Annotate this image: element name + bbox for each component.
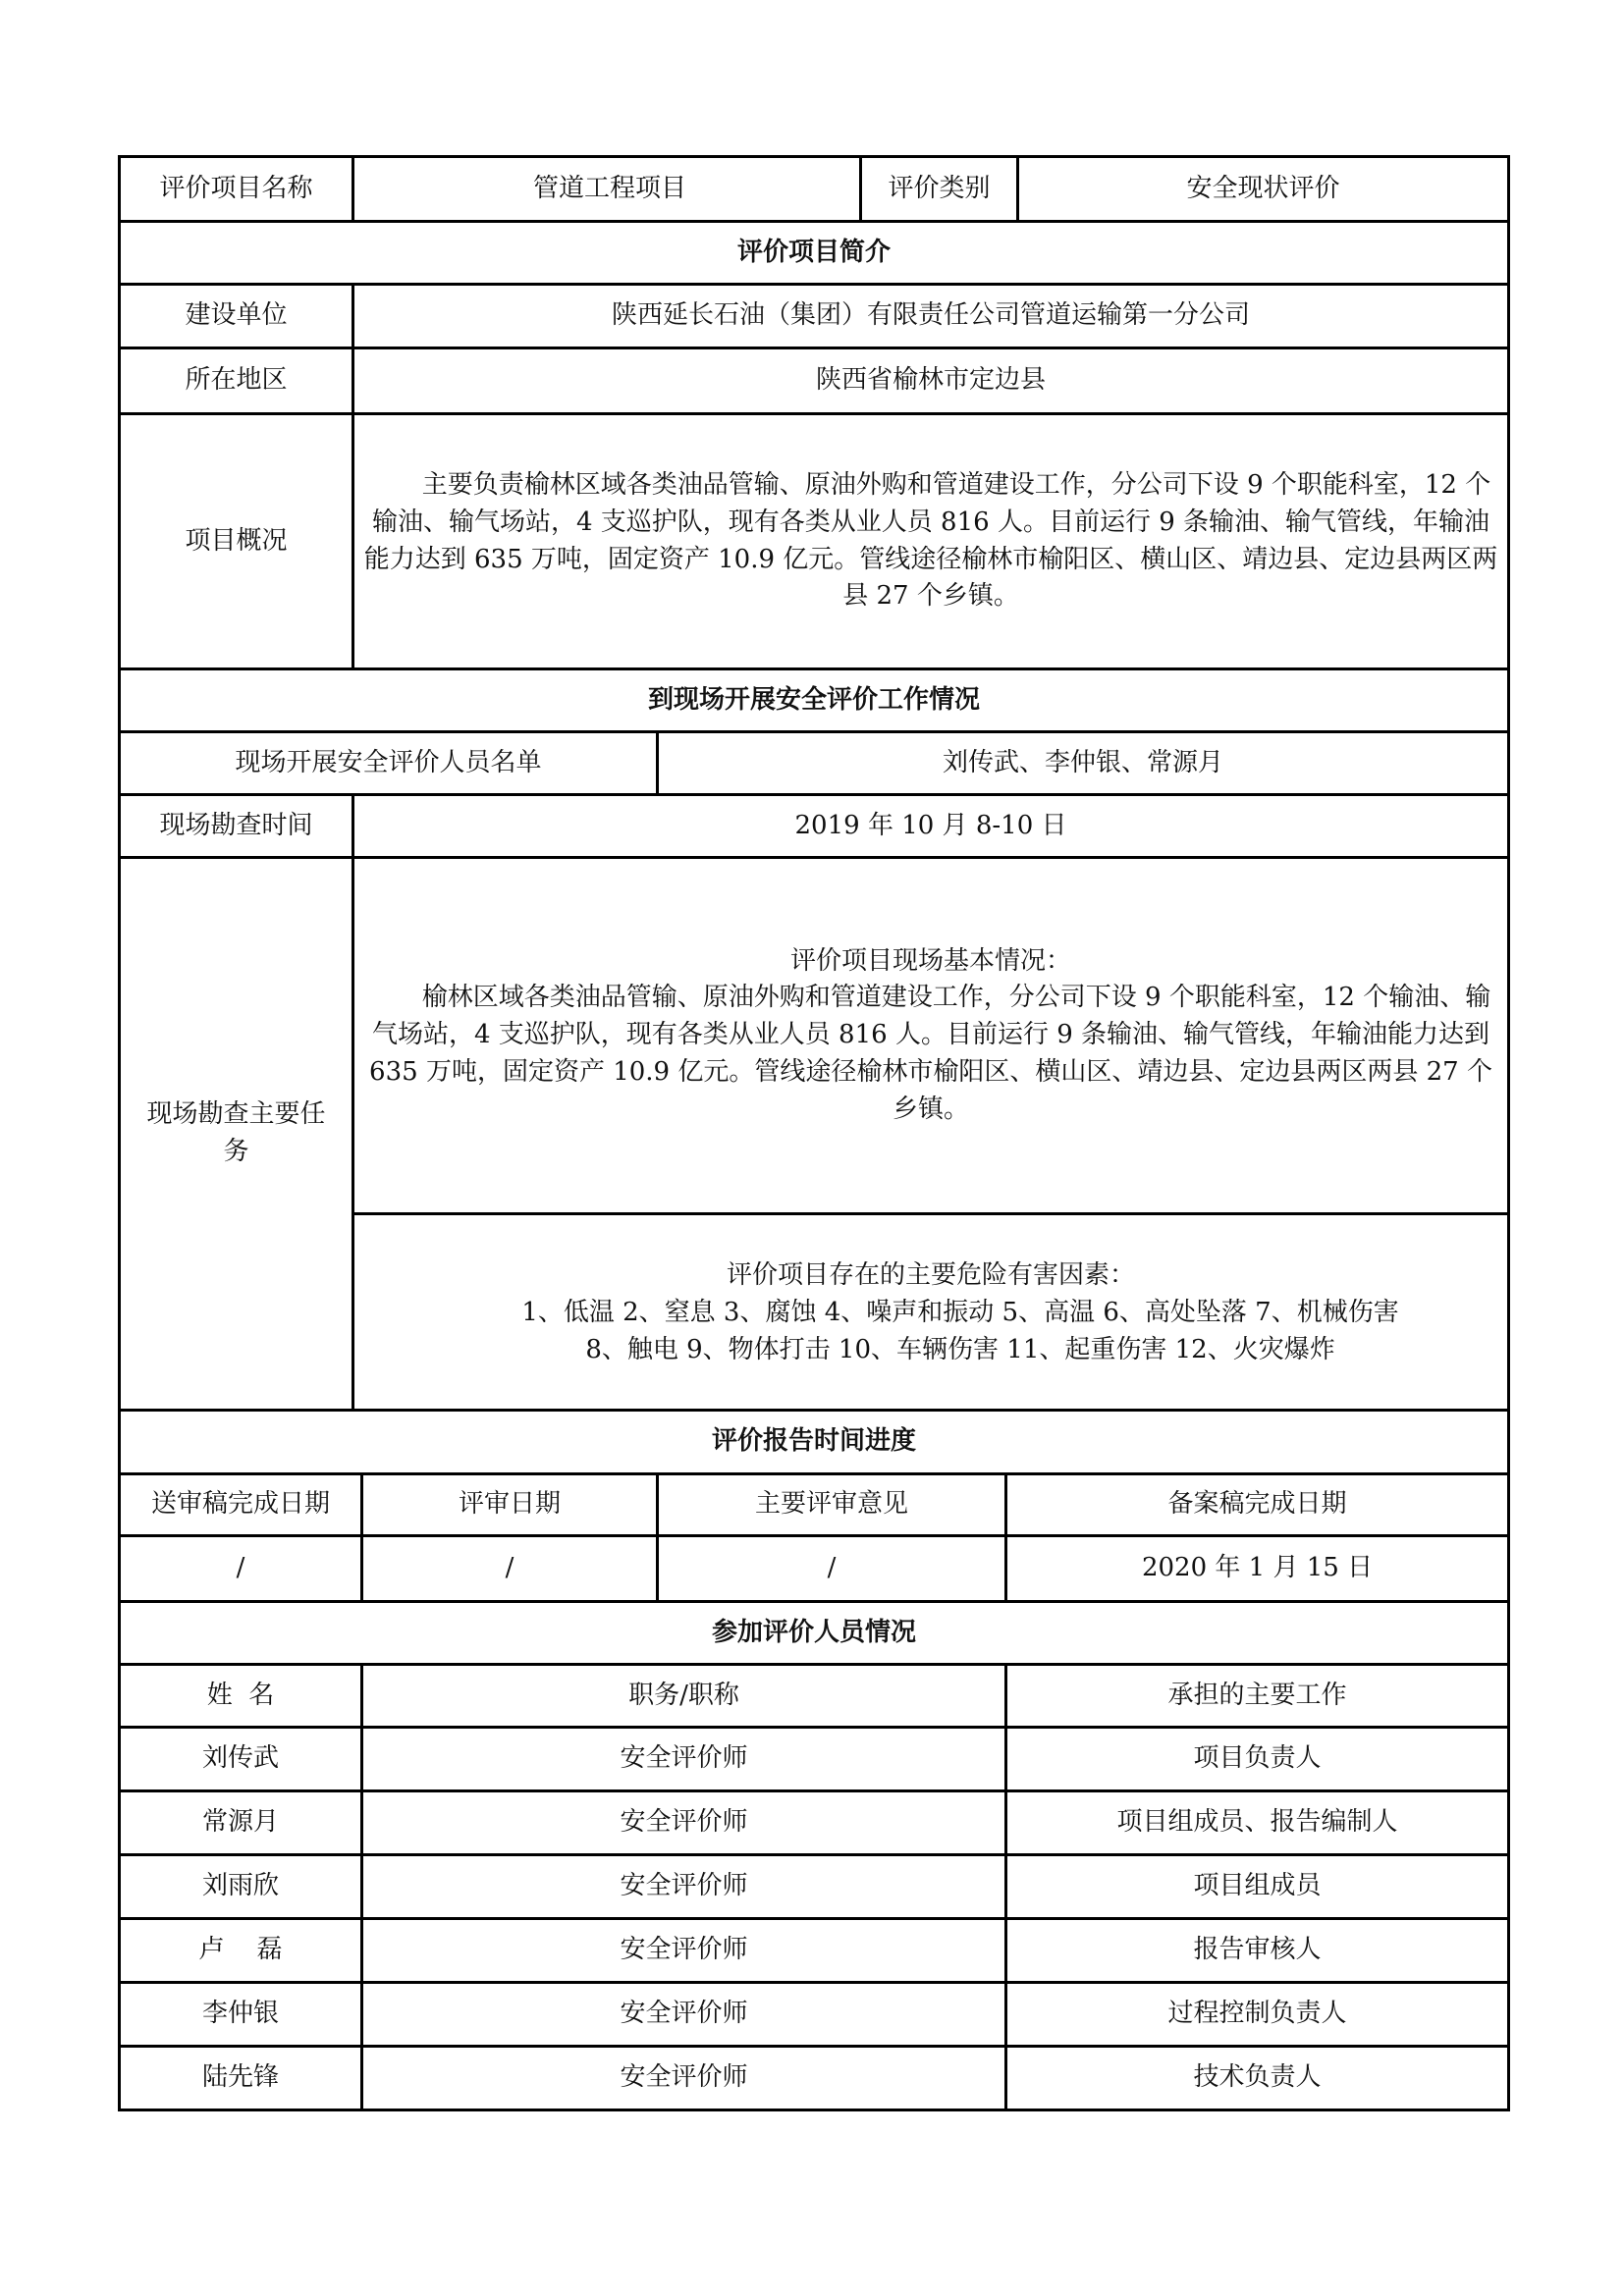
person-title: 安全评价师: [362, 1728, 1006, 1791]
overview-text: 主要负责榆林区域各类油品管输、原油外购和管道建设工作，分公司下设 9 个职能科室，12 个输油、输气场站，4 支巡护队，现有各类从业人员 816 人。目前运行 9 条输油、输气管线，年输油能力达到 635 万吨，固定资产 10.9 亿元。管线途径榆林市榆阳区、横山区、靖边县、定边县两区两县 27 个乡镇。: [363, 470, 1498, 612]
onsite-basic-row: [120, 858, 1509, 1214]
onsite-title: 到现场开展安全评价工作情况: [120, 669, 1509, 732]
schedule-review-date: /: [362, 1536, 658, 1602]
schedule-header-review-date: 评审日期: [362, 1474, 658, 1536]
person-title: 安全评价师: [362, 1791, 1006, 1855]
person-role: 过程控制负责人: [1006, 1983, 1509, 2047]
hazards-line-2: 8、触电 9、物体打击 10、车辆伤害 11、起重伤害 12、火灾爆炸: [585, 1334, 1335, 1364]
personnel-row: [120, 1983, 1509, 2047]
person-role: 技术负责人: [1006, 2047, 1509, 2110]
builder-row: [120, 285, 1509, 348]
onsite-tasks-label: 现场勘查主要任务: [120, 858, 353, 1411]
person-role: 项目组成员、报告编制人: [1006, 1791, 1509, 1855]
category-value: 安全现状评价: [1018, 157, 1509, 222]
builder-value: 陕西延长石油（集团）有限责任公司管道运输第一分公司: [353, 285, 1509, 348]
personnel-row: [120, 1791, 1509, 1855]
person-title: 安全评价师: [362, 1983, 1006, 2047]
personnel-section-header: [120, 1602, 1509, 1665]
person-name: 卢 磊: [120, 1919, 362, 1983]
personnel-row: [120, 1728, 1509, 1791]
region-row: [120, 348, 1509, 414]
schedule-header-filing-date: 备案稿完成日期: [1006, 1474, 1509, 1536]
region-label: 所在地区: [120, 348, 353, 414]
person-title: 安全评价师: [362, 2047, 1006, 2110]
personnel-header-row: [120, 1665, 1509, 1728]
schedule-title: 评价报告时间进度: [120, 1411, 1509, 1474]
onsite-basic-heading: 评价项目现场基本情况：: [790, 945, 1072, 976]
onsite-time-value: 2019 年 10 月 8-10 日: [353, 795, 1509, 858]
personnel-row: [120, 2047, 1509, 2110]
schedule-value-row: [120, 1536, 1509, 1602]
onsite-staff-label: 现场开展安全评价人员名单: [120, 732, 658, 795]
personnel-header-role: 承担的主要工作: [1006, 1665, 1509, 1728]
personnel-header-name: 姓 名: [120, 1665, 362, 1728]
onsite-time-label: 现场勘查时间: [120, 795, 353, 858]
onsite-basic-text: 榆林区域各类油品管输、原油外购和管道建设工作，分公司下设 9 个职能科室，12 个输油、输气场站，4 支巡护队，现有各类从业人员 816 人。目前运行 9 条输油、输气管线，年输油能力达到 635 万吨，固定资产 10.9 亿元。管线途径榆林市榆阳区、横山区、靖边县、定边县两区两县 27 个乡镇。: [369, 983, 1492, 1124]
schedule-header-submit-date: 送审稿完成日期: [120, 1474, 362, 1536]
hazards-heading: 评价项目存在的主要危险有害因素：: [727, 1259, 1136, 1290]
person-name: 李仲银: [120, 1983, 362, 2047]
builder-label: 建设单位: [120, 285, 353, 348]
overview-label: 项目概况: [120, 414, 353, 669]
overview-cell: [353, 414, 1509, 669]
personnel-row: [120, 1855, 1509, 1919]
schedule-filing-date: 2020 年 1 月 15 日: [1006, 1536, 1509, 1602]
person-name: 刘雨欣: [120, 1855, 362, 1919]
onsite-staff-value: 刘传武、李仲银、常源月: [658, 732, 1509, 795]
category-label: 评价类别: [861, 157, 1018, 222]
region-value: 陕西省榆林市定边县: [353, 348, 1509, 414]
person-name: 陆先锋: [120, 2047, 362, 2110]
project-name-value: 管道工程项目: [353, 157, 861, 222]
schedule-section-header: [120, 1411, 1509, 1474]
onsite-time-row: [120, 795, 1509, 858]
person-name: 常源月: [120, 1791, 362, 1855]
personnel-header-title: 职务/职称: [362, 1665, 1006, 1728]
onsite-section-header: [120, 669, 1509, 732]
project-info-row: [120, 157, 1509, 222]
project-name-label: 评价项目名称: [120, 157, 353, 222]
person-title: 安全评价师: [362, 1919, 1006, 1983]
overview-row: [120, 414, 1509, 669]
onsite-basic-cell: [353, 858, 1509, 1214]
person-role: 项目负责人: [1006, 1728, 1509, 1791]
intro-section-header: [120, 222, 1509, 285]
onsite-staff-row: [120, 732, 1509, 795]
schedule-review-opinion: /: [658, 1536, 1006, 1602]
schedule-submit-date: /: [120, 1536, 362, 1602]
schedule-header-row: [120, 1474, 1509, 1536]
onsite-hazards-cell: [353, 1214, 1509, 1411]
personnel-row: [120, 1919, 1509, 1983]
person-title: 安全评价师: [362, 1855, 1006, 1919]
personnel-title: 参加评价人员情况: [120, 1602, 1509, 1665]
person-name: 刘传武: [120, 1728, 362, 1791]
schedule-header-review-opinion: 主要评审意见: [658, 1474, 1006, 1536]
person-role: 项目组成员: [1006, 1855, 1509, 1919]
person-role: 报告审核人: [1006, 1919, 1509, 1983]
hazards-line-1: 1、低温 2、窒息 3、腐蚀 4、噪声和振动 5、高温 6、高处坠落 7、机械伤害: [521, 1297, 1399, 1327]
intro-title: 评价项目简介: [120, 222, 1509, 285]
evaluation-form-table: [118, 155, 1510, 2111]
